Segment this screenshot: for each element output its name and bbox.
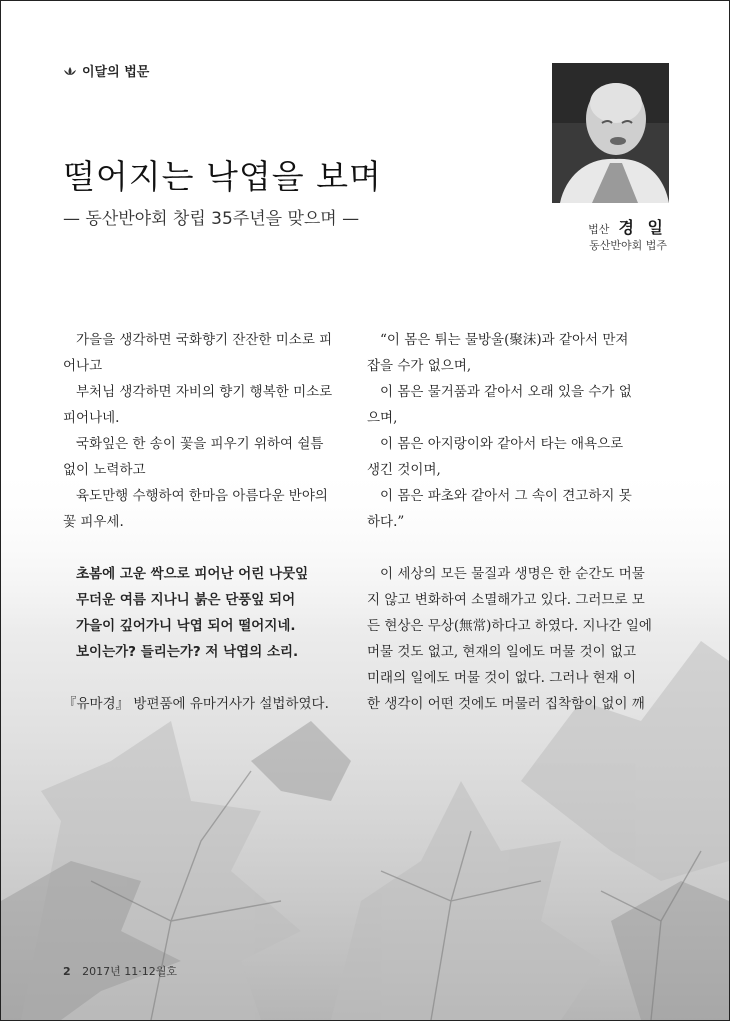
section-label (63, 61, 149, 80)
article-subtitle: — 동산반야회 창립 35주년을 맞으며 — (63, 209, 360, 229)
poem-line: 초봄에 고운 싹으로 피어난 어린 나뭇잎 (76, 566, 309, 582)
right-column (367, 327, 661, 717)
paragraph-gap (367, 535, 661, 561)
author-photo (552, 63, 669, 203)
poem-line: 무더운 여름 지나니 붉은 단풍잎 되어 (76, 592, 296, 608)
lotus-icon (63, 66, 77, 76)
poem-line: 꽃 피우세. (63, 514, 124, 530)
section-label-text: 이달의 법문 (82, 65, 150, 80)
poem-line: 피어나네. (63, 410, 120, 426)
poem-line: 국화잎은 한 송이 꽃을 피우기 위하여 쉴틈 (76, 436, 324, 452)
quote-line: 으며, (367, 410, 398, 426)
stanza-gap (63, 665, 357, 691)
author-name: 경 일 (618, 218, 667, 237)
article-title: 떨어지는 낙엽을 보며 (63, 157, 382, 196)
poem-line: 가을을 생각하면 국화향기 잔잔한 미소로 피 (76, 332, 333, 348)
body-line: 이 세상의 모든 물질과 생명은 한 순간도 머물 (380, 566, 645, 582)
quote-line: 이 몸은 파초와 같아서 그 속이 견고하지 못 (380, 488, 632, 504)
poem-line: 가을이 깊어가니 낙엽 되어 떨어지네. (76, 618, 296, 634)
body-line: 미래의 일에도 머물 것이 없다. 그러나 현재 이 (367, 670, 637, 686)
page-footer (63, 963, 177, 979)
body-line: 한 생각이 어떤 것에도 머물러 집착함이 없이 깨 (367, 696, 645, 712)
quote-line: “이 몸은 튀는 물방울(聚沫)과 같아서 만져 (380, 332, 629, 348)
poem-line: 부처님 생각하면 자비의 향기 행복한 미소로 (76, 384, 333, 400)
poem-line: 어나고 (63, 358, 103, 374)
source-line: 『유마경』 방편품에 유마거사가 설법하였다. (63, 696, 329, 712)
page-number: 2 (63, 965, 71, 978)
stanza-gap (63, 535, 357, 561)
body-line: 지 않고 변화하여 소멸해가고 있다. 그러므로 모 (367, 592, 645, 608)
body-line: 머물 것도 없고, 현재의 일에도 머물 것이 없고 (367, 644, 637, 660)
poem-line: 보이는가? 들리는가? 저 낙엽의 소리. (76, 644, 299, 660)
quote-line: 생긴 것이며, (367, 462, 441, 478)
left-column (63, 327, 357, 717)
author-byline (588, 215, 667, 238)
poem-line: 육도만행 수행하여 한마음 아름다운 반야의 (76, 488, 328, 504)
quote-line: 이 몸은 아지랑이와 같아서 타는 애욕으로 (380, 436, 624, 452)
author-tag: 법산 (588, 223, 610, 236)
quote-line: 잡을 수가 없으며, (367, 358, 472, 374)
author-role: 동산반야회 법주 (589, 239, 667, 252)
issue-label: 2017년 11·12월호 (82, 965, 178, 978)
quote-line: 하다.” (367, 514, 405, 530)
body-line: 든 현상은 무상(無常)하다고 하였다. 지나간 일에 (367, 618, 652, 634)
quote-line: 이 몸은 물거품과 같아서 오래 있을 수가 없 (380, 384, 632, 400)
poem-line: 없이 노력하고 (63, 462, 146, 478)
